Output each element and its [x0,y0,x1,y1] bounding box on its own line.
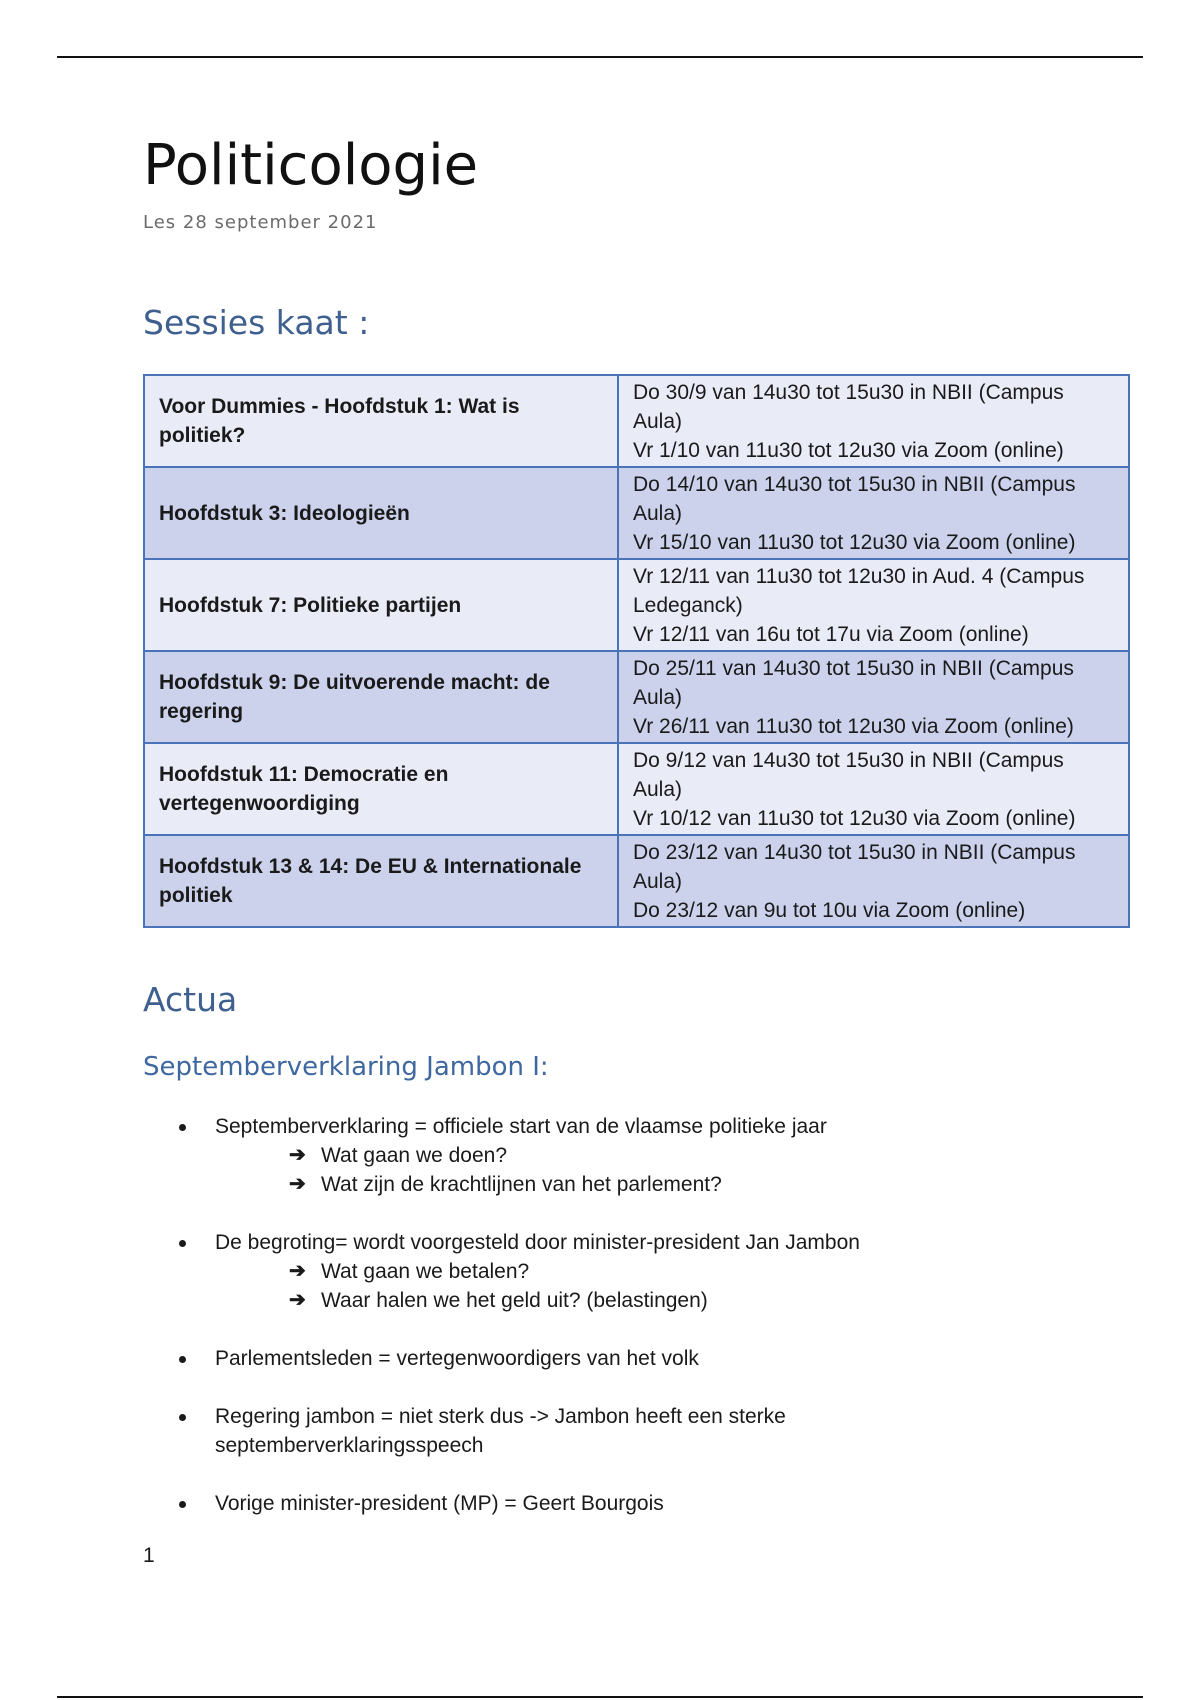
header-rule [57,56,1143,58]
arrow-right-icon: ➔ [289,1289,306,1311]
sub-list-item [215,1257,1003,1286]
sub-item-text: Wat gaan we betalen? [321,1260,530,1283]
session-time-line: Do 23/12 van 14u30 tot 15u30 in NBII (Campus Aula) [633,841,1076,893]
session-time-line: Do 23/12 van 9u tot 10u via Zoom (online) [633,899,1026,922]
session-topic: Voor Dummies - Hoofdstuk 1: Wat is politiek? [144,375,618,467]
bullet-text: Septemberverklaring = officiele start van de vlaamse politieke jaar [215,1115,827,1138]
bullet-text: Vorige minister-president (MP) = Geert Bourgois [215,1492,664,1515]
session-time-line: Vr 12/11 van 11u30 tot 12u30 in Aud. 4 (Campus Ledeganck) [633,565,1085,617]
bullet-text: De begroting= wordt voorgesteld door minister-president Jan Jambon [215,1231,860,1254]
list-item [143,1228,1003,1315]
sub-list-item [215,1170,1003,1199]
session-times [618,835,1129,927]
session-topic: Hoofdstuk 11: Democratie en vertegenwoordiging [144,743,618,835]
document-subtitle: Les 28 september 2021 [143,212,378,233]
list-item [143,1112,1003,1199]
session-time-line: Vr 15/10 van 11u30 tot 12u30 via Zoom (online) [633,531,1076,554]
sub-list [215,1257,1003,1315]
bullet-icon [179,1414,186,1421]
list-item [143,1344,1003,1373]
sub-list-item [215,1141,1003,1170]
table-row [144,467,1129,559]
session-time-line: Do 14/10 van 14u30 tot 15u30 in NBII (Campus Aula) [633,473,1076,525]
arrow-right-icon: ➔ [289,1260,306,1282]
session-time-line: Do 30/9 van 14u30 tot 15u30 in NBII (Campus Aula) [633,381,1064,433]
footer-rule [57,1696,1143,1698]
session-time-line: Do 9/12 van 14u30 tot 15u30 in NBII (Campus Aula) [633,749,1064,801]
page-number: 1 [143,1544,155,1567]
septemberverklaring-heading: Septemberverklaring Jambon I: [143,1052,549,1082]
table-row [144,559,1129,651]
bullet-icon [179,1356,186,1363]
bullet-icon [179,1240,186,1247]
session-topic: Hoofdstuk 9: De uitvoerende macht: de regering [144,651,618,743]
session-time-line: Vr 12/11 van 16u tot 17u via Zoom (online) [633,623,1029,646]
bullet-icon [179,1501,186,1508]
sub-list [215,1141,1003,1199]
table-row [144,651,1129,743]
actua-heading: Actua [143,980,238,1019]
arrow-right-icon: ➔ [289,1144,306,1166]
session-times [618,651,1129,743]
table-row [144,375,1129,467]
sub-item-text: Wat gaan we doen? [321,1144,508,1167]
session-time-line: Vr 26/11 van 11u30 tot 12u30 via Zoom (online) [633,715,1074,738]
session-times [618,743,1129,835]
sub-list-item [215,1286,1003,1315]
bullet-icon [179,1124,186,1131]
session-topic: Hoofdstuk 3: Ideologieën [144,467,618,559]
bullet-text: Regering jambon = niet sterk dus -> Jambon heeft een sterke septemberverklaringsspeech [215,1405,786,1457]
sub-item-text: Waar halen we het geld uit? (belastingen) [321,1289,708,1312]
table-row [144,835,1129,927]
session-times [618,467,1129,559]
list-item [143,1402,1003,1460]
session-time-line: Vr 10/12 van 11u30 tot 12u30 via Zoom (online) [633,807,1076,830]
actua-bullet-list [143,1112,1003,1547]
session-time-line: Do 25/11 van 14u30 tot 15u30 in NBII (Campus Aula) [633,657,1074,709]
session-time-line: Vr 1/10 van 11u30 tot 12u30 via Zoom (online) [633,439,1064,462]
list-item [143,1489,1003,1518]
sessions-table [143,374,1130,928]
session-times [618,375,1129,467]
sub-item-text: Wat zijn de krachtlijnen van het parlement? [321,1173,722,1196]
session-topic: Hoofdstuk 13 & 14: De EU & Internationale politiek [144,835,618,927]
sessies-heading: Sessies kaat : [143,303,370,342]
document-title: Politicologie [143,133,479,198]
arrow-right-icon: ➔ [289,1173,306,1195]
session-times [618,559,1129,651]
session-topic: Hoofdstuk 7: Politieke partijen [144,559,618,651]
table-row [144,743,1129,835]
bullet-text: Parlementsleden = vertegenwoordigers van het volk [215,1347,699,1370]
